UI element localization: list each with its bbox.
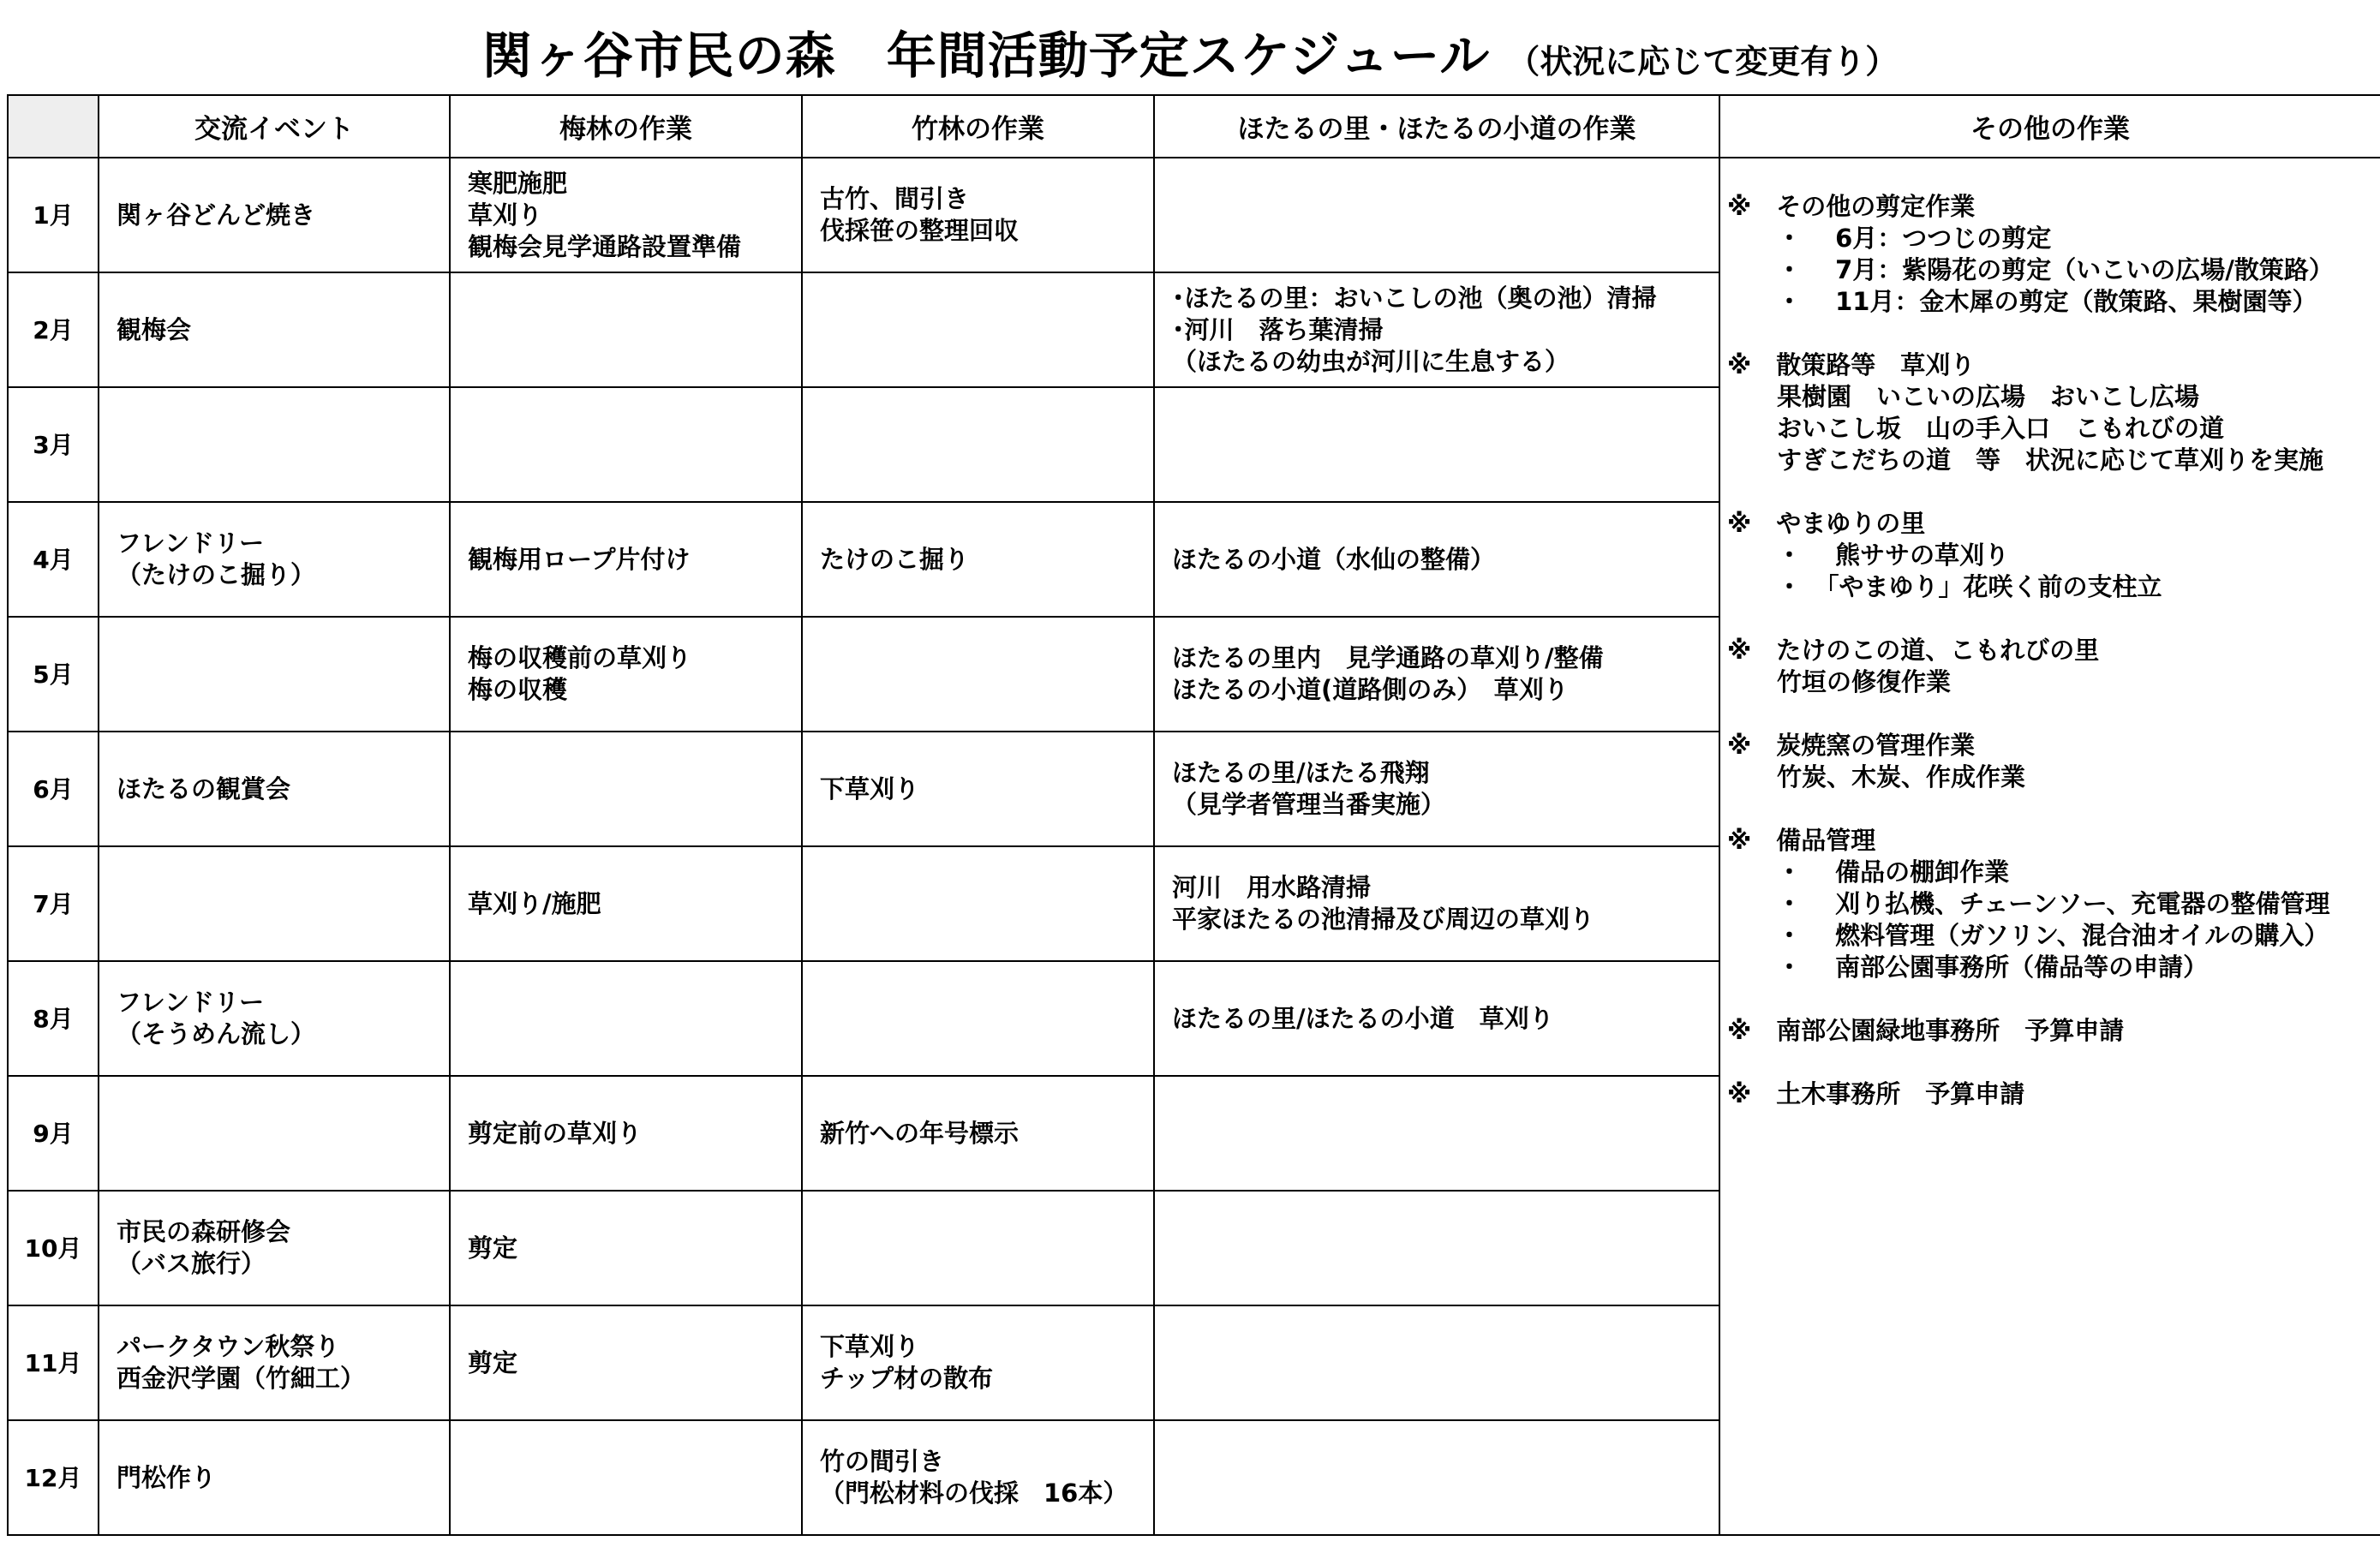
- ume-cell: [450, 272, 802, 387]
- month-cell: 1月: [8, 158, 99, 272]
- ume-cell: 観梅用ロープ片付け: [450, 502, 802, 617]
- header-row: [8, 95, 2380, 158]
- other-work-item: ※ 南部公園緑地事務所 予算申請: [1727, 1016, 2125, 1045]
- schedule-body: [8, 158, 2380, 1535]
- hotaru-cell: ほたるの里/ほたる飛翔 （見学者管理当番実施）: [1154, 732, 1719, 846]
- event-cell: 市民の森研修会 （バス旅行）: [99, 1191, 450, 1305]
- take-cell: [802, 617, 1154, 732]
- event-cell: [99, 846, 450, 961]
- header-ume: 梅林の作業: [450, 95, 802, 158]
- ume-cell: 梅の収穫前の草刈り 梅の収穫: [450, 617, 802, 732]
- hotaru-cell: ほたるの里内 見学通路の草刈り/整備 ほたるの小道(道路側のみ） 草刈り: [1154, 617, 1719, 732]
- event-cell: [99, 387, 450, 502]
- take-cell: 新竹への年号標示: [802, 1076, 1154, 1191]
- other-work-item: ※ たけのこの道、こもれびの里 竹垣の修復作業: [1727, 636, 2100, 696]
- month-cell: 12月: [8, 1420, 99, 1535]
- hotaru-cell: [1154, 387, 1719, 502]
- take-cell: [802, 961, 1154, 1076]
- table-row: [8, 158, 2380, 272]
- event-cell: [99, 1076, 450, 1191]
- ume-cell: 草刈り/施肥: [450, 846, 802, 961]
- take-cell: たけのこ掘り: [802, 502, 1154, 617]
- hotaru-cell: ･ほたるの里：おいこしの池（奥の池）清掃 ･河川 落ち葉清掃 （ほたるの幼虫が河川に生息する）: [1154, 272, 1719, 387]
- title-main: 関ヶ谷市民の森 年間活動予定スケジュール: [481, 27, 1491, 85]
- hotaru-cell: 河川 用水路清掃 平家ほたるの池清掃及び周辺の草刈り: [1154, 846, 1719, 961]
- take-cell: 古竹、間引き 伐採笹の整理回収: [802, 158, 1154, 272]
- event-cell: 観梅会: [99, 272, 450, 387]
- month-cell: 4月: [8, 502, 99, 617]
- hotaru-cell: [1154, 1076, 1719, 1191]
- take-cell: [802, 272, 1154, 387]
- ume-cell: [450, 961, 802, 1076]
- ume-cell: [450, 387, 802, 502]
- ume-cell: 剪定: [450, 1191, 802, 1305]
- take-cell: 竹の間引き （門松材料の伐採 16本）: [802, 1420, 1154, 1535]
- hotaru-cell: ほたるの小道（水仙の整備）: [1154, 502, 1719, 617]
- take-cell: 下草刈り: [802, 732, 1154, 846]
- take-cell: [802, 1191, 1154, 1305]
- hotaru-cell: [1154, 1420, 1719, 1535]
- ume-cell: [450, 1420, 802, 1535]
- take-cell: [802, 387, 1154, 502]
- header-event: 交流イベント: [99, 95, 450, 158]
- other-work-item: ※ 散策路等 草刈り 果樹園 いこいの広場 おいこし広場 おいこし坂 山の手入口 こもれびの道 すぎこだちの道 等 状況に応じて草刈りを実施: [1727, 350, 2324, 475]
- event-cell: パークタウン秋祭り 西金沢学園（竹細工）: [99, 1305, 450, 1420]
- event-cell: ほたるの観賞会: [99, 732, 450, 846]
- other-work-item: ※ 炭焼窯の管理作業 竹炭、木炭、作成作業: [1727, 731, 2026, 791]
- header-take: 竹林の作業: [802, 95, 1154, 158]
- header-month: [8, 95, 99, 158]
- month-cell: 9月: [8, 1076, 99, 1191]
- other-work-item: ※ やまゆりの里 ・ 熊ササの草刈り ・ 「やまゆり」花咲く前の支柱立: [1727, 509, 2162, 601]
- month-cell: 6月: [8, 732, 99, 846]
- ume-cell: 剪定前の草刈り: [450, 1076, 802, 1191]
- month-cell: 11月: [8, 1305, 99, 1420]
- take-cell: 下草刈り チップ材の散布: [802, 1305, 1154, 1420]
- header-other: その他の作業: [1719, 95, 2380, 158]
- other-work-cell: [1719, 158, 2380, 1535]
- event-cell: フレンドリー （そうめん流し）: [99, 961, 450, 1076]
- month-cell: 10月: [8, 1191, 99, 1305]
- ume-cell: 寒肥施肥 草刈り 観梅会見学通路設置準備: [450, 158, 802, 272]
- header-hotaru: ほたるの里・ほたるの小道の作業: [1154, 95, 1719, 158]
- month-cell: 2月: [8, 272, 99, 387]
- event-cell: 関ヶ谷どんど焼き: [99, 158, 450, 272]
- event-cell: フレンドリー （たけのこ掘り）: [99, 502, 450, 617]
- page-title: [0, 15, 2380, 87]
- ume-cell: 剪定: [450, 1305, 802, 1420]
- hotaru-cell: ほたるの里/ほたるの小道 草刈り: [1154, 961, 1719, 1076]
- month-cell: 3月: [8, 387, 99, 502]
- month-cell: 5月: [8, 617, 99, 732]
- ume-cell: [450, 732, 802, 846]
- take-cell: [802, 846, 1154, 961]
- other-work-item: ※ その他の剪定作業 ・ 6月：つつじの剪定 ・ 7月：紫陽花の剪定（いこいの広場/散策路） ・ 11月：金木犀の剪定（散策路、果樹園等）: [1727, 192, 2334, 316]
- event-cell: 門松作り: [99, 1420, 450, 1535]
- other-work-item: ※ 備品管理 ・ 備品の棚卸作業 ・ 刈り払機、チェーンソー、充電器の整備管理 ・ 燃料管理（ガソリン、混合油オイルの購入） ・ 南部公園事務所（備品等の申請）: [1727, 826, 2330, 982]
- event-cell: [99, 617, 450, 732]
- schedule-table: [7, 94, 2380, 1536]
- month-cell: 8月: [8, 961, 99, 1076]
- hotaru-cell: [1154, 1191, 1719, 1305]
- title-note: （状況に応じて変更有り）: [1507, 43, 1899, 81]
- month-cell: 7月: [8, 846, 99, 961]
- other-work-item: ※ 土木事務所 予算申請: [1727, 1079, 2025, 1108]
- hotaru-cell: [1154, 1305, 1719, 1420]
- hotaru-cell: [1154, 158, 1719, 272]
